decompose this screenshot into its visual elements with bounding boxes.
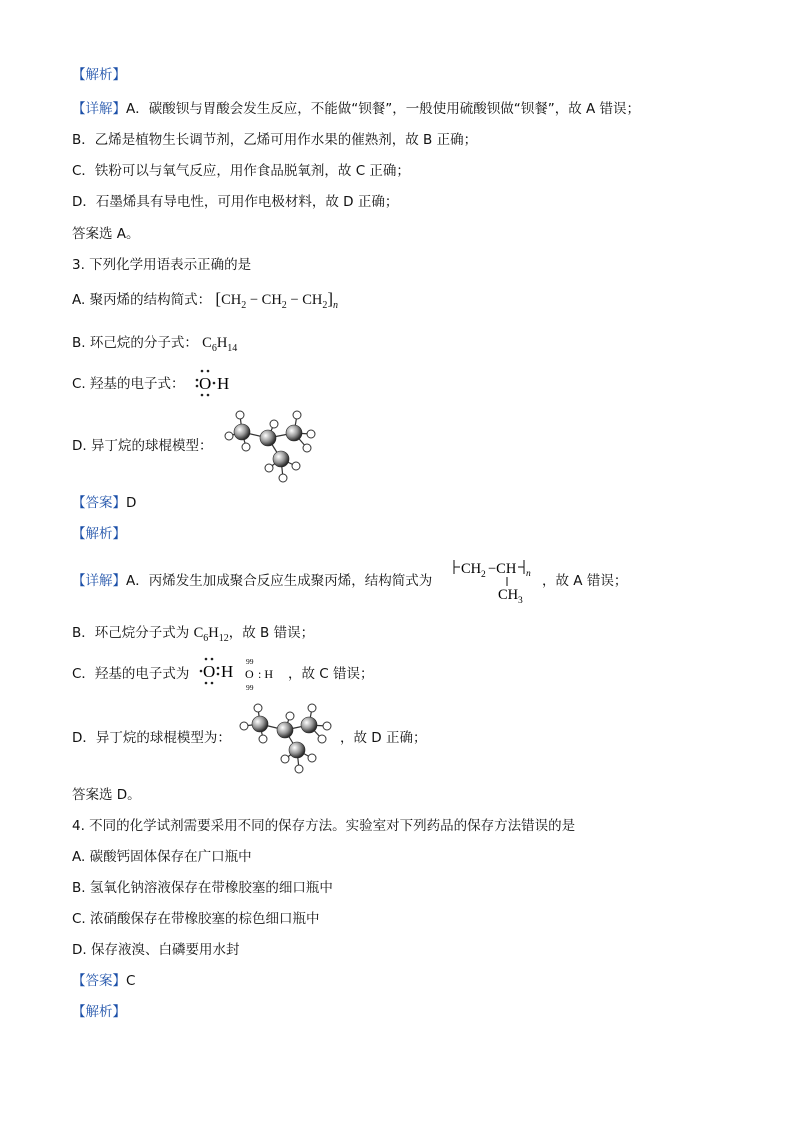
question-3-option-c	[72, 375, 185, 393]
answer-3	[72, 494, 136, 512]
detail-line-b-1: B．乙烯是植物生长调节剂，乙烯可用作水果的催熟剂，故 B 正确；	[72, 132, 478, 148]
detail-text: A．碳酸钡与胃酸会发生反应，不能做“钡餐”，一般使用硫酸钡做“钡餐”，故 A 错误；	[126, 101, 641, 117]
answer-value: D	[126, 495, 137, 511]
analysis-heading-3	[72, 1003, 126, 1021]
question-3-option-a	[72, 290, 338, 311]
detail-line-d-2: D．异丁烷的球棍模型为：	[72, 730, 231, 746]
detail-line-a-2	[72, 572, 432, 590]
hydroxyl-electron-formula-detail	[196, 654, 240, 686]
option-c-label: C. 羟基的电子式：	[72, 376, 185, 392]
oxygen-symbol: O	[199, 374, 212, 393]
detail-line-c-1: C．铁粉可以与氧气反应，用作食品脱氧剂，故 C 正确；	[72, 163, 410, 179]
svg-text:H: H	[221, 662, 234, 681]
question-4-stem: 4. 不同的化学试剂需要采用不同的保存方法。实验室对下列药品的保存方法错误的是	[72, 818, 576, 834]
detail-line-b-2: B．环己烷分子式为 $C_6H_{12}$，故 B 错误；	[72, 625, 315, 644]
polypropylene-formula: $[CH_2 - CH_2 - CH_2]_n$	[215, 289, 339, 311]
answer-tag: 【答案】	[72, 973, 126, 989]
question-4-option-d: D. 保存液溴、白磷要用水封	[72, 942, 240, 958]
svg-text:3: 3	[518, 596, 523, 604]
question-3-option-d	[72, 437, 212, 455]
question-4-option-a: A. 碳酸钙固体保存在广口瓶中	[72, 849, 252, 865]
answer-tag: 【答案】	[72, 495, 126, 511]
svg-text:: H: : H	[258, 667, 273, 681]
cyclohexane-formula-option: $C_6H_{14}$	[202, 335, 238, 354]
hydroxyl-electron-formula-option	[188, 366, 238, 398]
svg-text:99: 99	[246, 657, 254, 666]
option-a-label: A. 聚丙烯的结构简式：	[72, 292, 212, 308]
analysis-heading-2	[72, 525, 126, 543]
answer-4	[72, 972, 135, 990]
isobutane-ball-stick-model-detail	[236, 700, 336, 776]
answer-value: C	[126, 973, 136, 989]
detail-tag: 【详解】	[72, 101, 126, 117]
detail-c-2-tail: ，故 C 错误；	[288, 666, 374, 682]
option-d-label: D. 异丁烷的球棍模型：	[72, 438, 213, 454]
analysis-tag: 【解析】	[72, 526, 126, 542]
detail-line-d-1: D．石墨烯具有导电性，可用作电极材料，故 D 正确；	[72, 194, 399, 210]
question-4-option-c: C. 浓硝酸保存在带橡胶塞的棕色细口瓶中	[72, 911, 320, 927]
svg-text:O: O	[245, 667, 254, 681]
analysis-heading-1	[72, 66, 126, 84]
polypropylene-structure	[450, 556, 542, 604]
detail-line-c-2: C．羟基的电子式为	[72, 666, 190, 682]
option-b-label: B. 环己烷的分子式：	[72, 335, 198, 351]
answer-choice-1: 答案选 A。	[72, 226, 140, 242]
detail-line-a-1	[72, 100, 640, 118]
question-3-stem: 3. 下列化学用语表示正确的是	[72, 257, 252, 273]
question-3-option-b	[72, 334, 237, 354]
detail-d-2-tail: ，故 D 正确；	[340, 730, 427, 746]
ch2-text: CH	[461, 561, 482, 577]
svg-text:99: 99	[246, 683, 254, 692]
detail-tag: 【详解】	[72, 573, 126, 589]
hydroxyl-electron-formula-alt	[242, 654, 288, 692]
answer-choice-2: 答案选 D。	[72, 787, 141, 803]
svg-text:2: 2	[481, 570, 486, 580]
hydrogen-symbol: H	[217, 374, 230, 393]
isobutane-ball-stick-model-option	[224, 406, 324, 484]
detail-text: A．丙烯发生加成聚合反应生成聚丙烯，结构简式为	[126, 573, 433, 589]
analysis-tag: 【解析】	[72, 1004, 126, 1020]
ch-text: −CH	[488, 561, 517, 577]
question-4-option-b: B. 氢氧化钠溶液保存在带橡胶塞的细口瓶中	[72, 880, 333, 896]
ch3-text: CH	[498, 587, 519, 603]
svg-text:O: O	[203, 662, 216, 681]
svg-text:n: n	[526, 569, 531, 579]
analysis-tag: 【解析】	[72, 67, 126, 83]
detail-a-2-tail: ，故 A 错误；	[542, 573, 628, 589]
